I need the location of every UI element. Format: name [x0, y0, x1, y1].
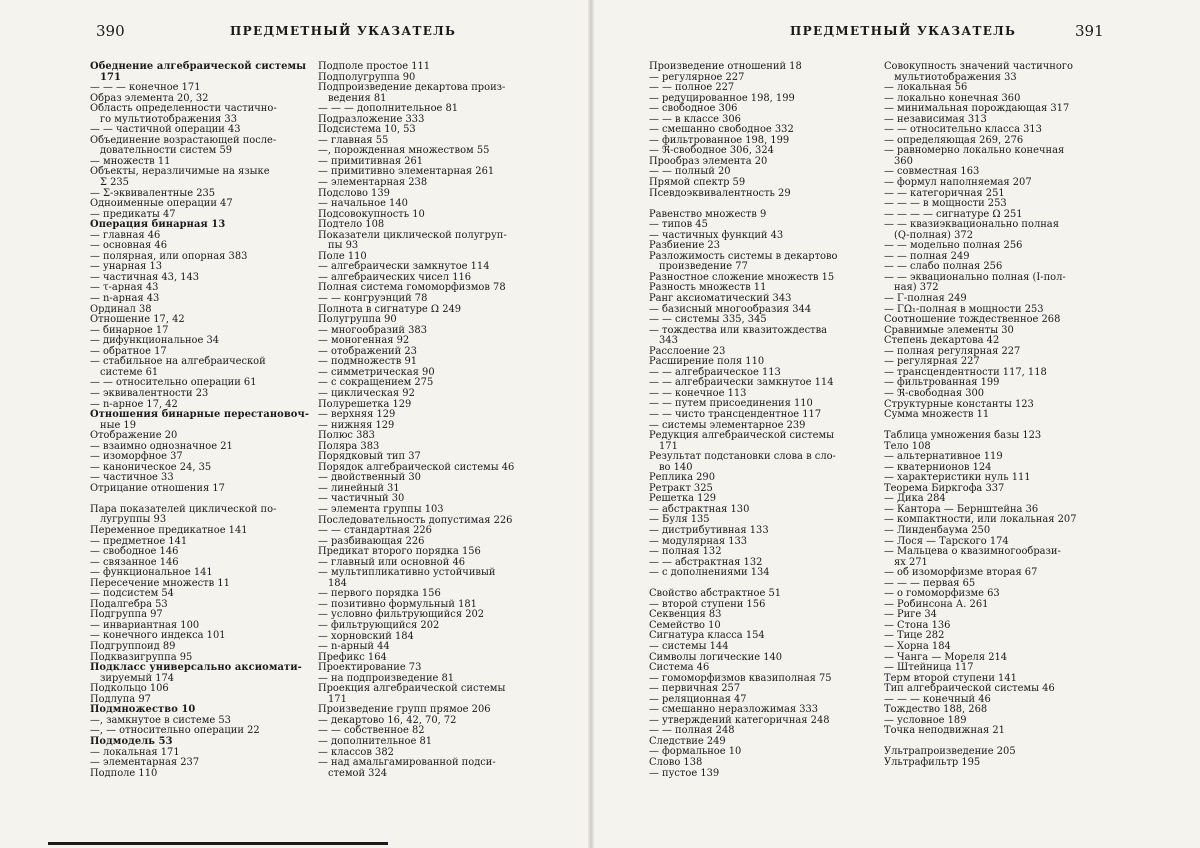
- index-entry: — Σ-эквивалентные 235: [90, 187, 216, 199]
- index-entry: — главный или основной 46: [318, 556, 466, 568]
- index-entry: Подгруппа 97: [90, 609, 163, 621]
- index-entry: Отношения бинарные перестановоч-: [90, 409, 310, 421]
- index-entry: — частичное 33: [90, 472, 174, 484]
- index-entry: — — — дополнительное 81: [318, 103, 459, 115]
- page-number: 391: [1075, 22, 1104, 40]
- index-entry: Подлупа 97: [90, 693, 151, 705]
- index-entry: Произведение отношений 18: [649, 61, 802, 72]
- index-entry: — многообразий 383: [318, 324, 427, 336]
- index-entry: — трансцендентности 117, 118: [884, 366, 1047, 378]
- index-entry: Подалгебра 53: [90, 598, 168, 610]
- index-entry: — свободное 146: [90, 546, 179, 558]
- index-entry: — дополнительное 81: [318, 736, 433, 747]
- index-entry: — линейный 31: [318, 482, 400, 494]
- index-entry: Подкольцо 106: [90, 683, 169, 695]
- index-entry: — — слабо полная 256: [884, 261, 1003, 273]
- index-entry: — утверждений категоричная 248: [649, 714, 830, 726]
- index-entry: — характеристики нуль 111: [884, 472, 1031, 484]
- page-number: 390: [96, 22, 125, 40]
- index-entry: Показатели циклической полугруп-: [318, 229, 507, 241]
- index-entry: — регулярная 227: [884, 356, 980, 368]
- index-entry: — редуцированное 198, 199: [649, 92, 795, 104]
- index-entry: — нижняя 129: [318, 419, 395, 431]
- index-entry: — с сокращением 275: [318, 377, 434, 389]
- index-entry: — — эквационально полная (I-пол-: [884, 271, 1066, 283]
- index-entry: Подсовокупность 10: [318, 208, 425, 220]
- index-entry: Σ 235: [100, 177, 129, 189]
- index-entry: Система 46: [649, 662, 710, 674]
- index-entry: Подкласс универсально аксиомати-: [90, 662, 302, 674]
- index-entry: Одноименные операции 47: [90, 198, 233, 210]
- index-entry: — верхняя 129: [318, 409, 396, 421]
- index-entry: — на подпроизведение 81: [318, 672, 455, 684]
- index-entry: Расслоение 23: [649, 345, 726, 357]
- index-entry: Семейство 10: [649, 619, 721, 631]
- index-entry: — изоморфное 37: [90, 451, 183, 463]
- index-entry: Обеднение алгебраической системы: [90, 61, 307, 72]
- index-entry: лугруппы 93: [100, 514, 167, 526]
- index-entry: — — собственное 82: [318, 725, 425, 737]
- left-page: [0, 0, 590, 848]
- index-entry: — разбивающая 226: [318, 535, 425, 547]
- page-edge-shadow: [48, 842, 388, 845]
- index-entry: стемой 324: [328, 767, 388, 779]
- index-entry: — начальное 140: [318, 198, 408, 210]
- index-entry: — Робинсона А. 261: [884, 598, 989, 610]
- index-entry: Разность множеств 11: [649, 282, 767, 294]
- right-page: [595, 0, 1200, 848]
- index-entry: — — полная 249: [884, 250, 970, 262]
- index-entry: Ранг аксиоматический 343: [649, 292, 792, 304]
- index-entry: — типов 45: [649, 219, 708, 231]
- index-entry: — Хорна 184: [884, 641, 951, 653]
- index-entry: Структурные константы 123: [884, 398, 1034, 410]
- index-entry: — условное 189: [884, 714, 967, 726]
- index-entry: Прообраз элемента 20: [649, 155, 768, 167]
- index-entry: Подразложение 333: [318, 113, 425, 125]
- index-entry: — основная 46: [90, 240, 167, 252]
- index-entry: — Дика 284: [884, 493, 946, 505]
- index-entry: довательности систем 59: [100, 145, 233, 157]
- index-entry: ях 271: [894, 556, 928, 568]
- index-entry: —, замкнутое в системе 53: [90, 714, 231, 726]
- index-entry: Проектирование 73: [318, 662, 422, 674]
- index-entry: Сигнатура класса 154: [649, 630, 765, 642]
- index-entry: системе 61: [100, 366, 159, 378]
- index-entry: — стабильное на алгебраической: [90, 356, 266, 368]
- index-entry: 171: [328, 693, 347, 705]
- index-entry: — формул наполняемая 207: [884, 177, 1032, 189]
- index-entry: Разбиение 23: [649, 240, 721, 252]
- index-entry: — системы элементарное 239: [649, 419, 806, 431]
- index-entry: Подполе простое 111: [318, 61, 431, 72]
- running-header: ПРЕДМЕТНЫЙ УКАЗАТЕЛЬ: [230, 24, 457, 38]
- index-entry: Область определенности частично-: [90, 103, 277, 115]
- index-entry: — Γ-полная 249: [884, 293, 967, 305]
- index-entry: — о гомоморфизме 63: [884, 588, 1000, 600]
- index-entry: — свободное 306: [649, 103, 738, 115]
- index-entry: — циклическая 92: [318, 387, 415, 399]
- index-entry: — локально конечная 360: [884, 92, 1021, 104]
- index-entry: Совокупность значений частичного: [884, 61, 1073, 72]
- index-entry: — Риге 34: [884, 609, 937, 621]
- index-entry: Подполугруппа 90: [318, 71, 416, 83]
- index-entry: Подмодель 53: [90, 735, 173, 747]
- index-entry: Следствие 249: [649, 735, 726, 747]
- index-entry: — минимальная порождающая 317: [884, 103, 1070, 115]
- index-entry: — конечного индекса 101: [90, 630, 226, 642]
- index-column: [649, 62, 837, 779]
- index-entry: Порядок алгебраической системы 46: [318, 461, 515, 473]
- index-entry: — предметное 141: [90, 535, 188, 547]
- index-entry: Префикс 164: [318, 651, 387, 663]
- index-entry: Таблица умножения базы 123: [884, 430, 1042, 442]
- index-entry: Поле 110: [318, 250, 367, 262]
- index-entry: — первого порядка 156: [318, 588, 441, 600]
- index-entry: — моногенная 92: [318, 335, 410, 347]
- index-entry: — — стандартная 226: [318, 525, 432, 537]
- index-entry: — Буля 135: [649, 514, 710, 526]
- index-entry: Символы логические 140: [649, 651, 783, 663]
- index-entry: Проекция алгебраической системы: [318, 683, 506, 695]
- book-gutter: [588, 0, 594, 848]
- index-entry: — инвариантная 100: [90, 619, 200, 631]
- index-entry: — хорновский 184: [318, 630, 414, 642]
- index-entry: — n-арный 44: [318, 641, 390, 653]
- index-entry: ная) 372: [894, 282, 939, 294]
- index-entry: — — — в мощности 253: [884, 198, 1007, 210]
- index-entry: 184: [328, 577, 347, 589]
- index-entry: — условно фильтрующийся 202: [318, 609, 485, 621]
- index-entry: — Штейница 117: [884, 662, 974, 674]
- index-entry: Тождество 188, 268: [884, 704, 988, 716]
- index-entry: Ретракт 325: [649, 482, 713, 494]
- index-entry: Точка неподвижная 21: [884, 725, 1005, 737]
- index-entry: — — алгебраически замкнутое 114: [649, 377, 834, 389]
- index-entry: —, порожденная множеством 55: [318, 145, 490, 157]
- index-entry: — об изоморфизме вторая 67: [884, 567, 1038, 579]
- index-entry: — совместная 163: [884, 166, 980, 178]
- index-entry: Редукция алгебраической системы: [649, 430, 834, 442]
- index-entry: Подполе 110: [90, 767, 158, 779]
- index-entry: — функциональное 141: [90, 567, 213, 579]
- index-entry: Полнота в сигнатуре Ω 249: [318, 303, 462, 315]
- index-entry: Переменное предикатное 141: [90, 525, 248, 537]
- index-entry: пы 93: [328, 240, 359, 252]
- index-entry: — — — первая 65: [884, 577, 976, 589]
- index-entry: — — модельно полная 256: [884, 240, 1023, 252]
- index-entry: —, — относительно операции 22: [90, 725, 260, 737]
- index-entry: — позитивно формульный 181: [318, 598, 477, 610]
- index-entry: — бинарное 17: [90, 324, 169, 336]
- index-entry: — локальная 171: [90, 746, 180, 758]
- index-entry: — второй ступени 156: [649, 598, 766, 610]
- index-entry: — — категоричная 251: [884, 187, 1005, 199]
- index-entry: Решетка 129: [649, 493, 717, 505]
- index-entry: — n-арное 17, 42: [90, 398, 178, 410]
- index-entry: — реляционная 47: [649, 693, 747, 705]
- index-entry: Полная система гомоморфизмов 78: [318, 282, 506, 294]
- index-entry: — ℜ-свободное 306, 324: [649, 145, 774, 157]
- index-entry: Расширение поля 110: [649, 356, 765, 368]
- index-entry: — — — конечное 171: [90, 82, 201, 94]
- index-entry: — ℜ-свободная 300: [884, 387, 985, 399]
- index-entry: — абстрактная 130: [649, 503, 750, 515]
- index-entry: зируемый 174: [100, 672, 175, 684]
- index-entry: — Мальцева о квазимногообрази-: [884, 546, 1061, 558]
- index-entry: — — алгебраическое 113: [649, 366, 781, 378]
- index-entry: — декартово 16, 42, 70, 72: [318, 714, 457, 726]
- index-entry: — элементарная 238: [318, 177, 428, 189]
- index-entry: — — в классе 306: [649, 113, 741, 125]
- index-entry: — симметрическая 90: [318, 366, 435, 378]
- index-entry: произведение 77: [659, 261, 748, 273]
- index-entry: — альтернативное 119: [884, 451, 1003, 463]
- index-entry: — над амальгамированной подси-: [318, 757, 496, 769]
- index-entry: — кватернионов 124: [884, 461, 992, 473]
- index-entry: Теорема Биркгофа 337: [884, 482, 1005, 494]
- index-entry: — Тице 282: [884, 630, 945, 642]
- index-entry: Подслово 139: [318, 187, 390, 199]
- index-entry: — смешанно свободное 332: [649, 124, 794, 136]
- index-entry: мультиотображения 33: [894, 71, 1017, 83]
- index-column: [884, 62, 1077, 769]
- index-entry: — полная 132: [649, 546, 722, 558]
- index-entry: — полная регулярная 227: [884, 345, 1021, 357]
- index-entry: — — полная 248: [649, 725, 735, 737]
- index-entry: — n-арная 43: [90, 293, 160, 305]
- index-entry: — дистрибутивная 133: [649, 525, 769, 537]
- index-entry: во 140: [659, 461, 693, 473]
- index-entry: — частичный 30: [318, 493, 405, 505]
- index-entry: Объединение возрастающей после-: [90, 134, 277, 146]
- index-entry: Разностное сложение множеств 15: [649, 271, 835, 283]
- index-entry: — Линденбаума 250: [884, 525, 991, 537]
- index-entry: — эквивалентности 23: [90, 387, 209, 399]
- index-entry: — фильтрованное 198, 199: [649, 134, 790, 146]
- index-entry: Тело 108: [884, 440, 931, 452]
- index-entry: — регулярное 227: [649, 71, 745, 83]
- index-entry: Подквазигруппа 95: [90, 651, 193, 663]
- index-entry: Отрицание отношения 17: [90, 482, 225, 494]
- index-entry: — — относительно операции 61: [90, 377, 257, 389]
- index-entry: — определяющая 269, 276: [884, 134, 1024, 146]
- index-entry: Терм второй ступени 141: [884, 672, 1017, 684]
- index-entry: — — — конечный 46: [884, 693, 991, 705]
- index-entry: го мультиотображения 33: [100, 113, 237, 125]
- index-entry: Ультрафильтр 195: [884, 757, 981, 768]
- index-entry: ные 19: [100, 419, 136, 431]
- index-entry: — подмножеств 91: [318, 356, 418, 368]
- index-entry: — системы 144: [649, 640, 729, 652]
- index-entry: (Q-полная) 372: [894, 229, 973, 241]
- index-entry: Разложимость системы в декартово: [649, 250, 838, 262]
- index-entry: Тип алгебраической системы 46: [884, 683, 1055, 695]
- index-entry: — взаимно однозначное 21: [90, 440, 233, 452]
- index-entry: — — полное 227: [649, 82, 735, 94]
- index-entry: Ординал 38: [90, 303, 152, 315]
- index-entry: — — системы 335, 345: [649, 314, 767, 326]
- index-entry: — полярная, или опорная 383: [90, 250, 248, 262]
- index-entry: Объекты, неразличимые на языке: [90, 166, 270, 178]
- running-header: ПРЕДМЕТНЫЙ УКАЗАТЕЛЬ: [790, 24, 1017, 38]
- index-entry: Произведение групп прямое 206: [318, 704, 491, 716]
- index-entry: Последовательность допустимая 226: [318, 514, 513, 526]
- index-entry: — Чанга — Мореля 214: [884, 651, 1008, 663]
- index-entry: Полурешетка 129: [318, 398, 412, 410]
- index-entry: — связанное 146: [90, 556, 179, 568]
- index-entry: — модулярная 133: [649, 535, 748, 547]
- index-entry: — с дополнениями 134: [649, 567, 770, 579]
- index-entry: Подгруппоид 89: [90, 641, 176, 653]
- index-entry: Результат подстановки слова в сло-: [649, 451, 836, 463]
- index-entry: — смешанно неразложимая 333: [649, 704, 819, 716]
- index-entry: — пустое 139: [649, 767, 720, 779]
- index-entry: — главная 46: [90, 229, 161, 241]
- index-entry: — частичная 43, 143: [90, 271, 200, 283]
- index-entry: — — абстрактная 132: [649, 556, 763, 568]
- index-entry: — каноническое 24, 35: [90, 461, 212, 473]
- index-entry: 343: [659, 335, 678, 347]
- index-entry: — — относительно класса 313: [884, 124, 1042, 136]
- index-entry: — первичная 257: [649, 683, 741, 695]
- index-entry: — множеств 11: [90, 155, 171, 167]
- index-entry: — независимая 313: [884, 113, 987, 125]
- index-entry: ведения 81: [328, 92, 387, 104]
- index-entry: — Лося — Тарского 174: [884, 535, 1009, 547]
- index-entry: — — квазиэквационально полная: [884, 219, 1059, 231]
- index-entry: Секвенция 83: [649, 609, 722, 621]
- index-entry: — компактности, или локальная 207: [884, 514, 1077, 526]
- index-entry: — — чисто трансцендентное 117: [649, 409, 822, 420]
- index-entry: Подмножество 10: [90, 704, 196, 716]
- index-entry: — обратное 17: [90, 345, 167, 357]
- index-entry: — двойственный 30: [318, 472, 421, 484]
- index-entry: — унарная 13: [90, 261, 163, 273]
- index-entry: 171: [100, 71, 121, 83]
- index-entry: — частичных функций 43: [649, 229, 784, 241]
- index-entry: — формальное 10: [649, 746, 742, 758]
- index-entry: — отображений 23: [318, 345, 417, 357]
- index-entry: — гомоморфизмов квазиполная 75: [649, 672, 832, 684]
- index-entry: Операция бинарная 13: [90, 219, 226, 231]
- index-entry: — классов 382: [318, 746, 394, 758]
- index-entry: Подтело 108: [318, 219, 385, 231]
- index-entry: Соотношение тождественное 268: [884, 314, 1061, 326]
- index-entry: Свойство абстрактное 51: [649, 588, 782, 600]
- index-entry: Поляра 383: [318, 440, 380, 452]
- index-entry: — Стона 136: [884, 619, 951, 631]
- index-entry: — элемента группы 103: [318, 503, 444, 515]
- index-entry: Пересечение множеств 11: [90, 577, 230, 589]
- index-entry: Прямой спектр 59: [649, 177, 746, 189]
- index-entry: — подсистем 54: [90, 588, 174, 600]
- index-entry: — — конгруэнций 78: [318, 293, 428, 305]
- index-entry: Псевдоэквивалентность 29: [649, 187, 791, 199]
- index-entry: — Кантора — Бернштейна 36: [884, 503, 1039, 515]
- index-entry: Подпроизведение декартова произ-: [318, 82, 506, 94]
- index-entry: — алгебраических чисел 116: [318, 271, 472, 283]
- index-entry: — ΓΩ₁-полная в мощности 253: [884, 303, 1044, 315]
- index-entry: — — полный 20: [649, 166, 731, 178]
- index-entry: — τ-арная 43: [90, 282, 159, 294]
- index-entry: Полугруппа 90: [318, 314, 397, 326]
- index-entry: — дифункциональное 34: [90, 335, 220, 347]
- index-entry: Полюс 383: [318, 430, 375, 442]
- index-entry: — примитивная 261: [318, 155, 424, 167]
- index-entry: — примитивно элементарная 261: [318, 166, 495, 178]
- index-entry: Степень декартова 42: [884, 335, 1000, 347]
- index-entry: Подсистема 10, 53: [318, 124, 416, 136]
- index-entry: Предикат второго порядка 156: [318, 546, 481, 558]
- index-entry: — алгебраически замкнутое 114: [318, 261, 490, 273]
- index-column: [90, 62, 309, 779]
- index-entry: Равенство множеств 9: [649, 208, 767, 220]
- index-entry: — локальная 56: [884, 82, 968, 94]
- index-entry: — — — — сигнатуре Ω 251: [884, 208, 1023, 220]
- index-entry: — — путем присоединения 110: [649, 398, 813, 410]
- index-entry: — — частичной операции 43: [90, 124, 241, 136]
- index-entry: Реплика 290: [649, 472, 715, 484]
- index-entry: Ультрапроизведение 205: [884, 746, 1016, 758]
- index-entry: — тождества или квазитождества: [649, 324, 828, 336]
- index-entry: — предикаты 47: [90, 208, 176, 220]
- index-entry: Порядковый тип 37: [318, 451, 421, 463]
- index-entry: — фильтрующийся 202: [318, 619, 440, 631]
- index-entry: Отображение 20: [90, 430, 178, 442]
- index-entry: — главная 55: [318, 134, 389, 146]
- index-entry: Сумма множеств 11: [884, 409, 990, 421]
- index-entry: — равномерно локально конечная: [884, 145, 1065, 157]
- index-entry: 360: [894, 155, 913, 167]
- index-entry: 171: [659, 440, 678, 452]
- index-entry: — — конечное 113: [649, 387, 747, 399]
- index-entry: — мультипликативно устойчивый: [318, 567, 496, 579]
- index-entry: — фильтрованная 199: [884, 377, 1000, 389]
- index-entry: — базисный многообразия 344: [649, 303, 812, 315]
- index-entry: — элементарная 237: [90, 757, 200, 769]
- index-entry: Образ элемента 20, 32: [90, 92, 209, 104]
- index-entry: Сравнимые элементы 30: [884, 324, 1014, 336]
- index-entry: Отношение 17, 42: [90, 314, 185, 326]
- index-entry: Пара показателей циклической по-: [90, 503, 277, 515]
- index-column: [318, 62, 514, 779]
- index-entry: Слово 138: [649, 757, 703, 768]
